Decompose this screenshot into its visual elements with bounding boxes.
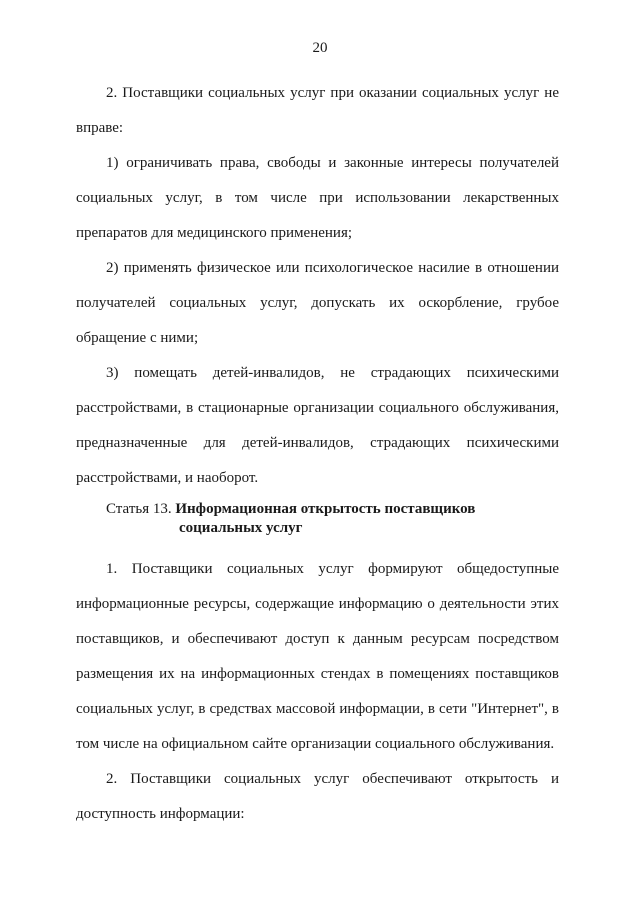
article-heading: [76, 496, 559, 552]
paragraph-item-1: 1) ограничивать права, свободы и законные интересы получателей социальных услуг, в том числе при использовании лекарственных препаратов для медицинского применения;: [76, 155, 559, 241]
article-heading-row: [76, 500, 559, 519]
paragraph-item-2: 2) применять физическое или психологическое насилие в отношении получателей социальных услуг, допускать их оскорбление, грубое обращение с ними;: [76, 260, 559, 346]
article-title: Информационная открытость поставщиков: [175, 501, 476, 517]
paragraph-item-3: 3) помещать детей-инвалидов, не страдающих психическими расстройствами, в стационарные организации социального обслуживания, предназначенные для детей-инвалидов, страдающих психическими расстройствами, и наоборот.: [76, 365, 559, 486]
page-number: 20: [312, 40, 328, 56]
paragraph-article-clause-1: 1. Поставщики социальных услуг формируют общедоступные информационные ресурсы, содержащие информацию о деятельности этих поставщиков, и обеспечивают доступ к данным ресурсам посредством размещения их на информационных стендах в помещениях поставщиков социальных услуг, в средствах массовой информации, в сети "Интернет", в том числе на официальном сайте организации социального обслуживания.: [76, 561, 559, 752]
document-body: [76, 76, 559, 832]
article-label: Статья 13.: [106, 501, 172, 517]
paragraph-article-clause-2: 2. Поставщики социальных услуг обеспечивают открытость и доступность информации:: [76, 771, 559, 822]
paragraph-clause-2: 2. Поставщики социальных услуг при оказании социальных услуг не вправе:: [76, 85, 559, 136]
article-title-continued: социальных услуг: [179, 520, 303, 536]
